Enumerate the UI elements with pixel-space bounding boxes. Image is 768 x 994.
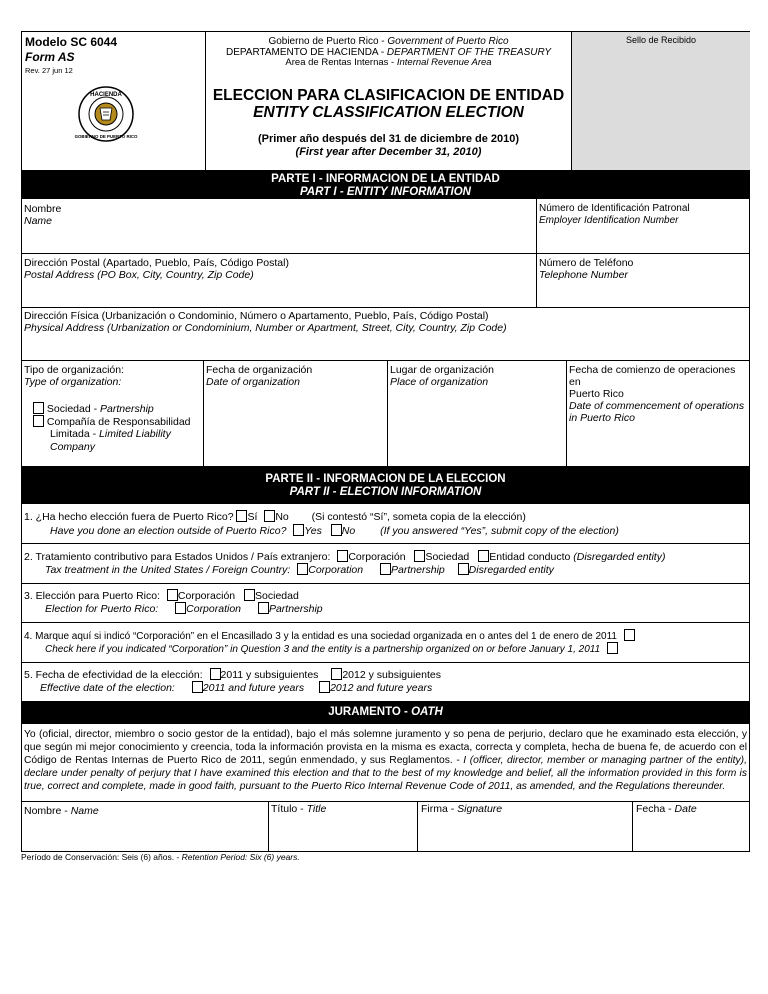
org-type-partnership[interactable]: Sociedad - Partnership bbox=[33, 402, 154, 415]
llc-checkbox[interactable] bbox=[33, 415, 44, 427]
seal-label: Sello de Recibido bbox=[625, 35, 697, 45]
oath-name-field[interactable]: Nombre - Name bbox=[24, 805, 99, 817]
sig-col-3 bbox=[632, 801, 633, 852]
q5-2012-checkbox-en[interactable] bbox=[319, 681, 330, 693]
llc-label-line3: Company bbox=[50, 441, 95, 453]
seal-box bbox=[571, 32, 750, 170]
q3-soc-checkbox[interactable] bbox=[244, 589, 255, 601]
form-subtitle-es: (Primer año después del 31 de diciembre de 2010) bbox=[257, 133, 520, 145]
q1-line-en: Have you done an election outside of Puerto Rico? Yes No (If you answered “Yes”, submit copy of the election) bbox=[50, 525, 619, 537]
header-dept: DEPARTAMENTO DE HACIENDA - DEPARTMENT OF THE TREASURY bbox=[225, 47, 552, 58]
org-place-field[interactable]: Lugar de organización Place of organization bbox=[390, 364, 494, 389]
ein-field[interactable]: Número de Identificación Patronal Employer Identification Number bbox=[539, 203, 690, 226]
q1-line-es: 1. ¿Ha hecho elección fuera de Puerto Rico? Sí No (Si contestó “Sí”, someta copia de la elección) bbox=[24, 511, 526, 523]
postal-address-field[interactable]: Dirección Postal (Apartado, Pueblo, País, Código Postal) Postal Address (PO Box, City, Country, Zip Code) bbox=[24, 257, 289, 282]
q2-corp-checkbox[interactable] bbox=[337, 550, 348, 562]
svg-text:HACIENDA: HACIENDA bbox=[90, 92, 122, 98]
q1-no-checkbox-en[interactable] bbox=[331, 524, 342, 536]
sig-row-divider bbox=[21, 801, 750, 802]
form-code: Form AS bbox=[25, 50, 75, 64]
q2-line-en: Tax treatment in the United States / Foreign Country: Corporation Partnership Disregarded entity bbox=[45, 564, 554, 576]
q5-2012-checkbox[interactable] bbox=[331, 668, 342, 680]
q5-line-en: Effective date of the election: 2011 and future years 2012 and future years bbox=[40, 682, 433, 694]
q1-yes-checkbox-en[interactable] bbox=[293, 524, 304, 536]
q1-si-checkbox[interactable] bbox=[236, 510, 247, 522]
sig-col-1 bbox=[268, 801, 269, 852]
hacienda-seal-logo bbox=[68, 84, 144, 144]
q5-line-es: 5. Fecha de efectividad de la elección: 2011 y subsiguientes 2012 y subsiguientes bbox=[24, 669, 441, 681]
q4-line-es: 4. Marque aquí si indicó “Corporación” en el Encasillado 3 y la entidad es una sociedad organizada en o antes del 1 de enero de 2011 bbox=[24, 629, 635, 643]
retention-period: Período de Conservación: Seis (6) años. - Retention Period: Six (6) years. bbox=[21, 852, 300, 862]
oath-signature-field[interactable]: Firma - Signature bbox=[421, 803, 503, 815]
form-subtitle-en: (First year after December 31, 2010) bbox=[295, 146, 482, 158]
row-divider-3 bbox=[21, 360, 750, 361]
q1-no-checkbox[interactable] bbox=[264, 510, 275, 522]
q5-2011-checkbox[interactable] bbox=[210, 668, 221, 680]
q2-line-es: 2. Tratamiento contributivo para Estados Unidos / País extranjero: Corporación Sociedad Entidad conducto (Disregarded entity) bbox=[24, 551, 666, 563]
org-type-llc[interactable]: Compañía de Responsabilidad bbox=[33, 415, 191, 428]
form-model: Modelo SC 6044 bbox=[25, 35, 118, 49]
col-divider-ein bbox=[536, 199, 537, 307]
partnership-checkbox[interactable] bbox=[33, 402, 44, 414]
q2-part-checkbox-en[interactable] bbox=[380, 563, 391, 575]
form-revision: Rev. 27 jun 12 bbox=[25, 66, 73, 75]
q2-soc-checkbox[interactable] bbox=[414, 550, 425, 562]
oath-header: JURAMENTO - OATH bbox=[21, 702, 750, 724]
oath-title-field[interactable]: Título - Title bbox=[271, 803, 327, 815]
q-divider-4 bbox=[21, 662, 750, 663]
col-divider-a bbox=[203, 360, 204, 467]
oath-date-field[interactable]: Fecha - Date bbox=[636, 803, 697, 815]
org-type-label: Tipo de organización: Type of organization: bbox=[24, 364, 125, 389]
q3-line-en: Election for Puerto Rico: Corporation Partnership bbox=[45, 603, 323, 615]
header-gov: Gobierno de Puerto Rico - Government of Puerto Rico bbox=[268, 36, 509, 47]
name-field[interactable]: Nombre Name bbox=[24, 203, 62, 228]
q4-checkbox-en[interactable] bbox=[607, 642, 618, 654]
q2-dis-checkbox-en[interactable] bbox=[458, 563, 469, 575]
q-divider-3 bbox=[21, 622, 750, 623]
form-title-en: ENTITY CLASSIFICATION ELECTION bbox=[253, 104, 524, 121]
oath-text: Yo (oficial, director, miembro o socio gestor de la entidad), bajo el más solemne juramento y so pena de perjurio, declaro que he examinado esta elección, y que según mi mejor conocimiento y creencia, toda la información provista en la misma es exacta, correcta y completa, hecha de buena fe, de acuerdo con el Código de Rentas Internas de Puerto Rico de 2011, según enmendado, y sus Reglamentos. - I (officer, director, member or managing partner of the entity), declare under penalty of perjury that I have examined this election and that to the best of my knowledge and belief, all the information provided in this form is true, correct and complete, made in good faith, pursuant to the Puerto Rico Internal Revenue Code of 2011, as amended, and the Regulations thereunder. bbox=[24, 729, 747, 792]
q3-line-es: 3. Elección para Puerto Rico: Corporación Sociedad bbox=[24, 590, 299, 602]
ops-start-date-field[interactable]: Fecha de comienzo de operaciones en Puerto Rico Date of commencement of operations in Puerto Rico bbox=[569, 364, 745, 425]
telephone-field[interactable]: Número de Teléfono Telephone Number bbox=[539, 257, 634, 282]
q-divider-1 bbox=[21, 543, 750, 544]
row-divider-2 bbox=[21, 307, 750, 308]
llc-label-line2: Limitada - Limited Liability bbox=[50, 428, 171, 440]
q3-corp-checkbox[interactable] bbox=[167, 589, 178, 601]
sig-col-2 bbox=[417, 801, 418, 852]
form-title-es: ELECCION PARA CLASIFICACION DE ENTIDAD bbox=[212, 87, 565, 104]
q2-disregarded-checkbox[interactable] bbox=[478, 550, 489, 562]
physical-address-field[interactable]: Dirección Física (Urbanización o Condominio, Número o Apartamento, Pueblo, País, Código Postal) Physical Address (Urbanization or Condominium, Number or Apartment, Street, City, Country, Zip Code) bbox=[24, 310, 507, 335]
col-divider-c bbox=[566, 360, 567, 467]
col-divider-b bbox=[387, 360, 388, 467]
q3-corp-checkbox-en[interactable] bbox=[175, 602, 186, 614]
q2-corp-checkbox-en[interactable] bbox=[297, 563, 308, 575]
q-divider-2 bbox=[21, 583, 750, 584]
part2-header: PARTE II - INFORMACION DE LA ELECCION PART II - ELECTION INFORMATION bbox=[21, 467, 750, 504]
q4-line-en: Check here if you indicated “Corporation” in Question 3 and the entity is a partnership organized on or before January 1, 2011 bbox=[45, 642, 618, 656]
svg-text:GOBIERNO DE PUERTO RICO: GOBIERNO DE PUERTO RICO bbox=[74, 134, 138, 139]
org-date-field[interactable]: Fecha de organización Date of organization bbox=[206, 364, 313, 389]
row-divider-1 bbox=[21, 253, 750, 254]
q4-checkbox[interactable] bbox=[624, 629, 635, 641]
part1-header: PARTE I - INFORMACION DE LA ENTIDAD PART I - ENTITY INFORMATION bbox=[21, 171, 750, 199]
header-area: Area de Rentas Internas - Internal Revenue Area bbox=[285, 57, 492, 68]
q5-2011-checkbox-en[interactable] bbox=[192, 681, 203, 693]
q3-part-checkbox-en[interactable] bbox=[258, 602, 269, 614]
